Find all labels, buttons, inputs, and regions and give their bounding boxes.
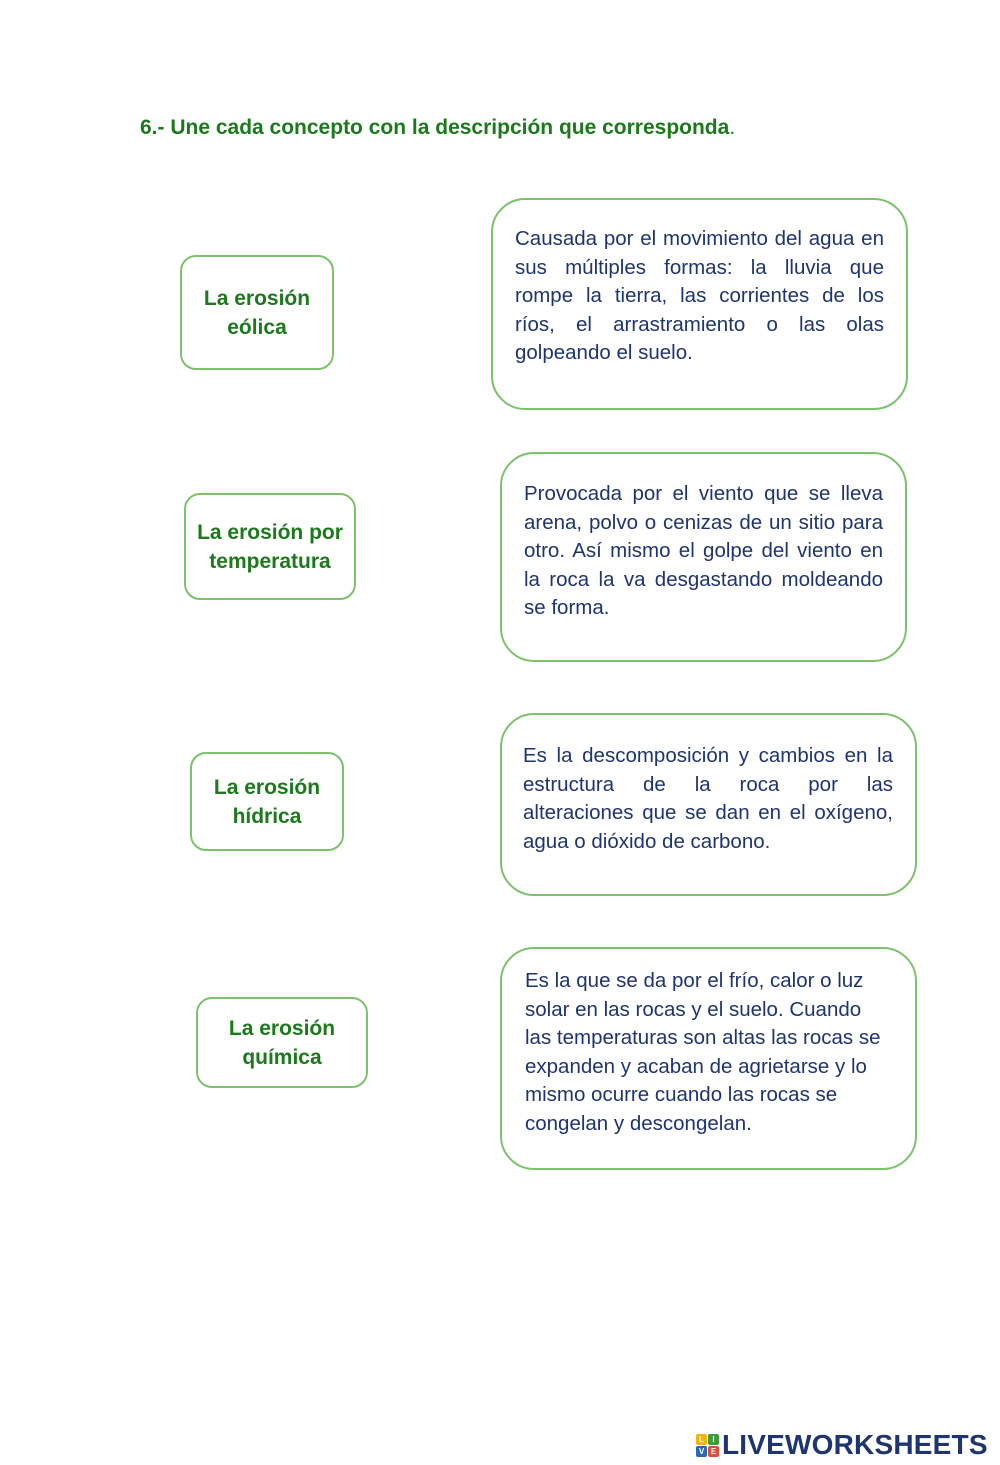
description-text: Es la que se da por el frío, calor o luz solar en las rocas y el suelo. Cuando las temperaturas son altas las rocas se expanden y acaban de agrietarse y lo mismo ocurre cuando las rocas se congelan y descongelan. xyxy=(525,969,881,1135)
logo-icon-tile: V xyxy=(696,1446,707,1457)
concept-box-hidrica[interactable] xyxy=(190,752,344,851)
concept-label: La erosión por temperatura xyxy=(197,520,343,573)
concept-box-eolica[interactable] xyxy=(180,255,334,370)
description-box-4[interactable] xyxy=(500,947,917,1170)
description-text: Causada por el movimiento del agua en sus múltiples formas: la lluvia que rompe la tierra, las corrientes de los ríos, el arrastramiento o las olas golpeando el suelo. xyxy=(515,227,884,365)
concept-box-quimica[interactable] xyxy=(196,997,368,1088)
instruction-title xyxy=(140,116,735,140)
liveworksheets-icon xyxy=(696,1434,719,1457)
logo-icon-tile: I xyxy=(708,1434,719,1445)
description-box-1[interactable] xyxy=(491,198,908,410)
instruction-period: . xyxy=(729,116,736,139)
concept-box-temperatura[interactable] xyxy=(184,493,356,600)
logo-icon-tile: E xyxy=(708,1446,719,1457)
logo-icon-tile: L xyxy=(696,1434,707,1445)
concept-label: La erosión eólica xyxy=(203,286,311,339)
brand-name: LIVEWORKSHEETS xyxy=(722,1429,988,1460)
description-box-2[interactable] xyxy=(500,452,907,662)
concept-label: La erosión química xyxy=(228,1016,336,1069)
description-text: Es la descomposición y cambios en la estructura de la roca por las alteraciones que se dan en el oxígeno, agua o dióxido de carbono. xyxy=(523,744,893,853)
liveworksheets-logo xyxy=(696,1430,988,1460)
description-box-3[interactable] xyxy=(500,713,917,896)
concept-label: La erosión hídrica xyxy=(213,775,321,828)
description-text: Provocada por el viento que se lleva arena, polvo o cenizas de un sitio para otro. Así mismo el golpe del viento en la roca la va desgastando moldeando se forma. xyxy=(524,482,883,620)
instruction-text: 6.- Une cada concepto con la descripción que corresponda xyxy=(140,116,730,139)
